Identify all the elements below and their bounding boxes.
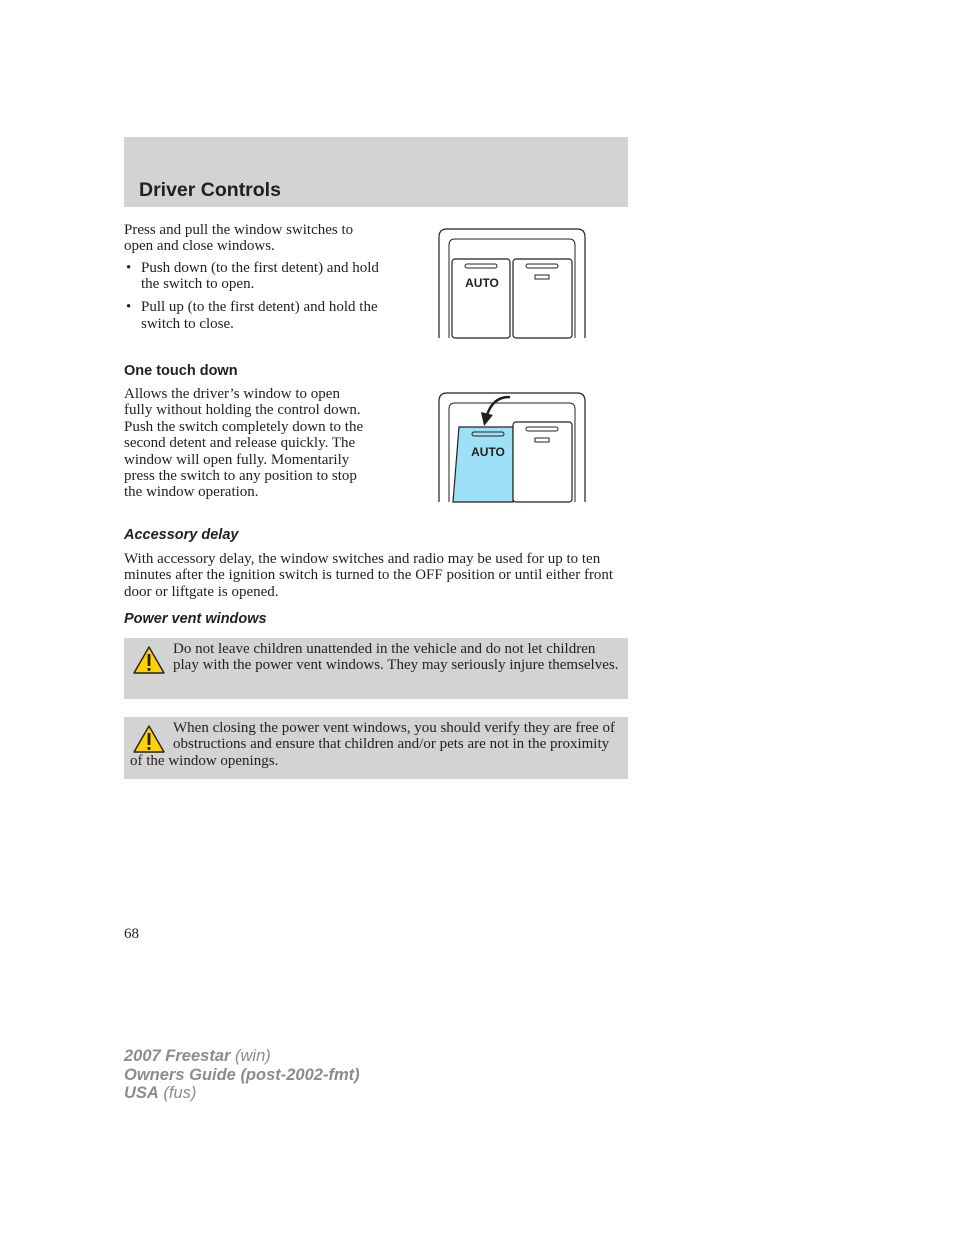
intro-bullet-list: [124, 260, 384, 338]
footer-market-code: (fus): [158, 1084, 197, 1102]
bullet-item: • Pull up (to the first detent) and hold the switch to close.: [126, 299, 378, 332]
auto-label: AUTO: [471, 445, 505, 459]
intro-paragraph: Press and pull the window switches to open and close windows.: [124, 222, 354, 255]
footer-model: 2007 Freestar: [124, 1047, 231, 1065]
one-touch-paragraph: Allows the driver’s window to open fully without holding the control down. Push the switch completely down to the second detent and release quickly. The window will open fully. Momentarily press the switch to any position to stop the window operation.: [124, 386, 364, 501]
accessory-delay-heading: Accessory delay: [124, 527, 239, 543]
window-switch-pressed-illustration: [437, 391, 587, 503]
warning-box: [124, 717, 628, 779]
bullet-dot-icon: •: [126, 260, 132, 276]
down-arrow-icon: [481, 397, 509, 426]
one-touch-heading: One touch down: [124, 363, 238, 379]
document-footer: [124, 1047, 360, 1103]
footer-market: USA: [124, 1084, 159, 1102]
power-vent-heading: Power vent windows: [124, 611, 267, 627]
footer-model-code: (win): [230, 1047, 271, 1065]
accessory-delay-paragraph: With accessory delay, the window switches and radio may be used for up to ten minutes after the ignition switch is turned to the OFF position or until either front door or liftgate is opened.: [124, 551, 614, 600]
page-number: 68: [124, 926, 139, 942]
warning-text: When closing the power vent windows, you should verify they are free of obstructions and ensure that children and/or pets are not in the proximity of the window openings.: [130, 720, 615, 769]
section-title: Driver Controls: [139, 179, 281, 201]
auto-label: AUTO: [465, 276, 499, 290]
footer-guide: Owners Guide (post-2002-fmt): [124, 1065, 360, 1084]
bullet-dot-icon: •: [126, 299, 132, 316]
window-switch-illustration: [437, 227, 587, 339]
bullet-item: • Push down (to the first detent) and hold the switch to open.: [126, 260, 379, 293]
warning-box: [124, 638, 628, 699]
section-header: [124, 137, 628, 207]
warning-text: Do not leave children unattended in the vehicle and do not let children play with the power vent windows. They may seriously injure themselves.: [173, 641, 619, 674]
